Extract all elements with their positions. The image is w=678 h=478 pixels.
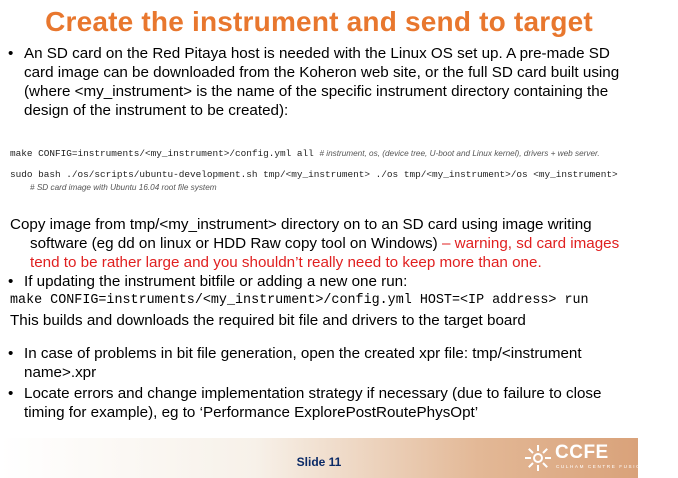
code-sd-image-command: sudo bash ./os/scripts/ubuntu-development.sh tmp/<my_instrument> ./os tmp/<my_instrument>/os <my_instrument> [10,169,618,180]
bullet-glyph: • [8,273,14,290]
code-make-all [10,148,600,159]
warning-line-3: tend to be rather large and you shouldn’t really need to keep more than one. [30,254,542,271]
bullet-xpr-line-2: name>.xpr [24,364,97,381]
build-description: This builds and downloads the required bit file and drivers to the target board [10,312,526,329]
code-sd-image-comment: # SD card image with Ubuntu 16.04 root file system [30,183,217,192]
copy-line-1: Copy image from tmp/<my_instrument> directory on to an SD card using image writing [10,216,592,233]
sunburst-icon [523,443,553,473]
bullet-locate-errors-line-2: timing for example), eg to ‘Performance ExplorePostRoutePhysOpt’ [24,404,479,421]
slide-number: Slide 11 [296,455,342,469]
bullet-glyph: • [8,385,14,402]
logo-subtitle: CULHAM CENTRE FUSION ENERGY [556,464,678,469]
code-sd-image [10,169,618,192]
copy-image-paragraph [10,215,624,272]
code-make-run: make CONFIG=instruments/<my_instrument>/config.yml HOST=<IP address> run [10,293,589,308]
bullet-update-bitfile [8,272,624,291]
bullet-locate-errors [8,384,624,422]
ccfe-logo [523,441,678,475]
code-make-all-comment: # instrument, os, (device tree, U-boot and Linux kernel), drivers + web server. [319,149,600,158]
code-make-all-command: make CONFIG=instruments/<my_instrument>/config.yml all [10,148,314,159]
bullet-sd-card-text: An SD card on the Red Pitaya host is needed with the Linux OS set up. A pre-made SD card image can be downloaded from the Koheron web site, or the full SD card built using (where <my_instrument> is the name of the specific instrument directory containing the design of the instrument to be created): [24,45,620,119]
bullet-glyph: • [8,45,14,62]
bullet-xpr [8,344,624,382]
warning-text: – warning, sd card images [441,235,620,252]
bullet-xpr-line-1: In case of problems in bit file generation, open the created xpr file: tmp/<instrument [24,345,582,362]
slide-title: Create the instrument and send to target [45,6,593,37]
bullet-update-bitfile-text: If updating the instrument bitfile or adding a new one run: [24,273,408,290]
bullet-locate-errors-line-1: Locate errors and change implementation strategy if necessary (due to failure to close [24,385,602,402]
logo-text: CCFE [555,442,609,463]
copy-line-2-text: software (eg dd on linux or HDD Raw copy tool on Windows) [30,235,442,252]
copy-line-2 [10,234,624,253]
bullet-sd-card [8,44,624,120]
bullet-glyph: • [8,345,14,362]
